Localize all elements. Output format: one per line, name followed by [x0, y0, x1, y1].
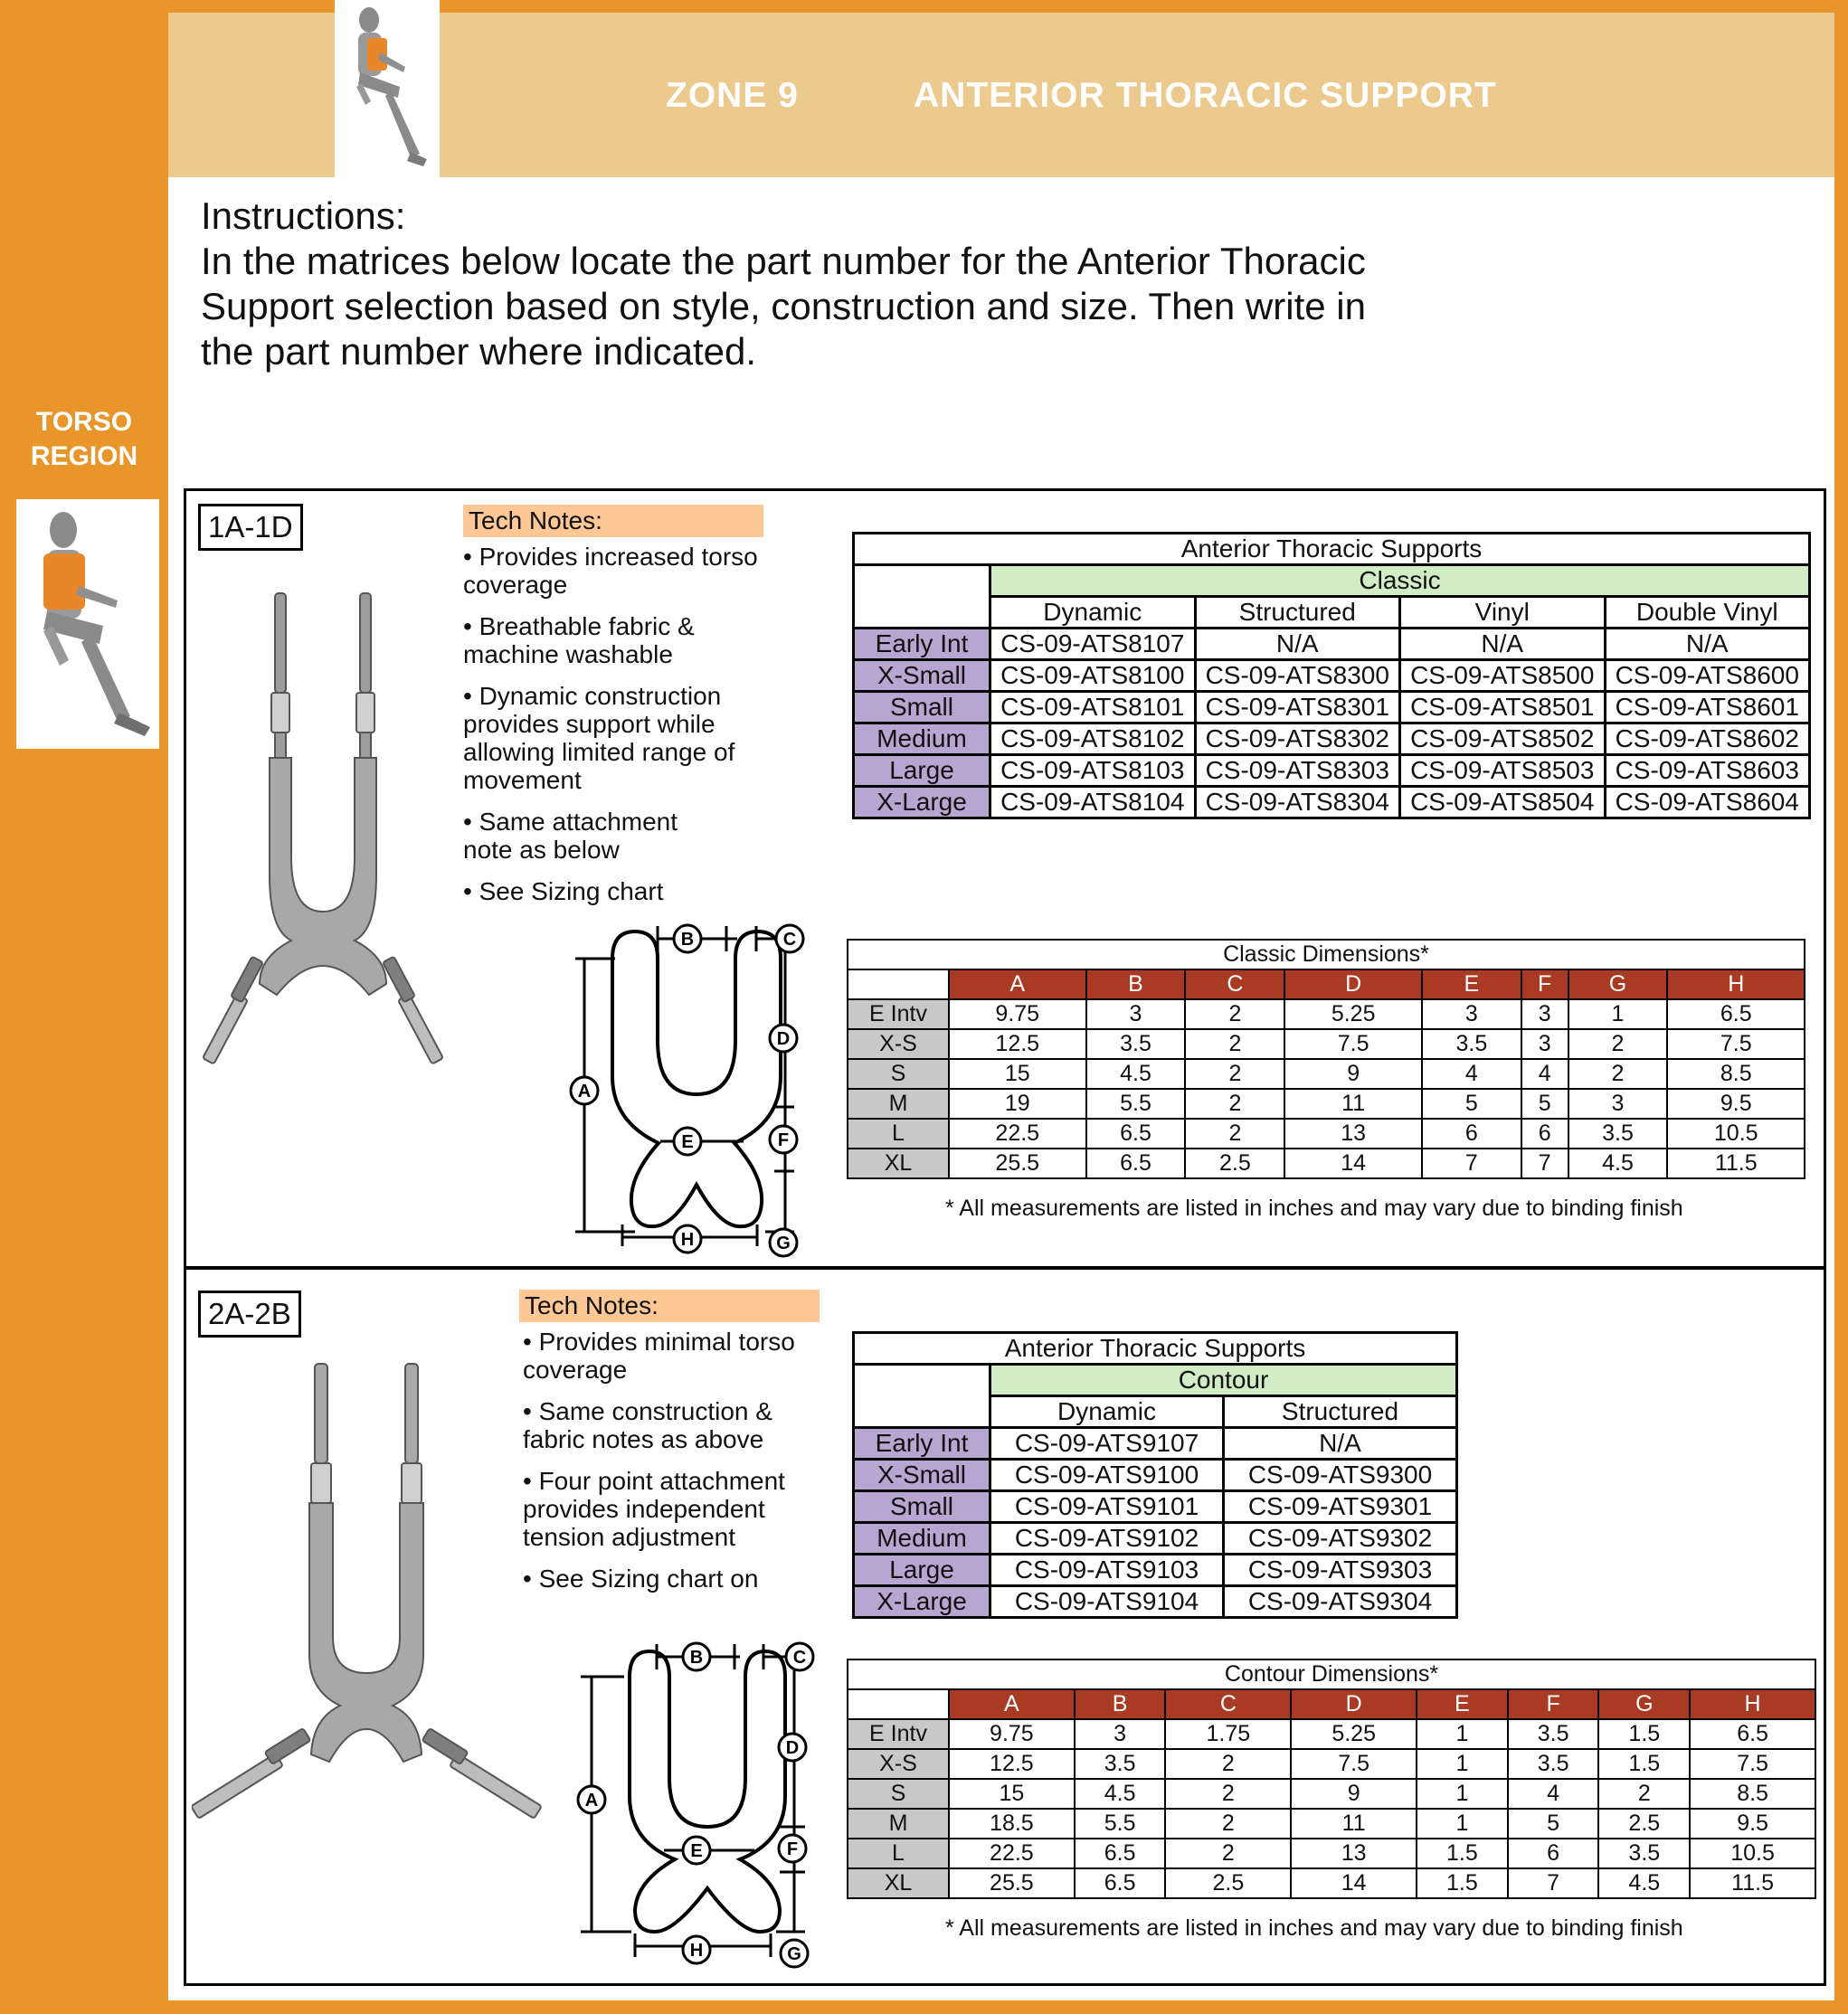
dimension-cell: 1 [1417, 1719, 1508, 1749]
tech-note: • Same attachment note as below [463, 808, 678, 864]
dimension-cell: 6.5 [1075, 1868, 1166, 1898]
part-number-cell: CS-09-ATS8302 [1195, 723, 1400, 755]
dimension-cell: 1.75 [1165, 1719, 1291, 1749]
contour-dimensions-table [847, 1659, 1816, 1899]
parts-table-title: Anterior Thoracic Supports [854, 1333, 1457, 1365]
part-number-cell: CS-09-ATS8100 [990, 660, 1196, 692]
part-number-cell: CS-09-ATS8502 [1400, 723, 1606, 755]
dimension-cell: 5 [1508, 1809, 1599, 1839]
region-label-line: REGION [30, 441, 138, 471]
dimension-cell: 7.5 [1667, 1029, 1805, 1059]
diagram-label-f: F [777, 1130, 790, 1150]
dimension-cell: 11 [1284, 1089, 1422, 1119]
tech-notes-list [463, 543, 798, 919]
dims-column-header: B [1075, 1689, 1166, 1719]
dims-column-header: F [1508, 1689, 1599, 1719]
size-label: Medium [854, 723, 990, 755]
dimension-cell: 6.5 [1690, 1719, 1815, 1749]
table-row [854, 692, 1810, 723]
size-label: X-Large [854, 1586, 990, 1618]
dimension-cell: 9.75 [949, 999, 1086, 1029]
dimension-cell: 1.5 [1417, 1868, 1508, 1898]
part-number-cell: CS-09-ATS8300 [1195, 660, 1400, 692]
dimension-cell: 2.5 [1165, 1868, 1291, 1898]
dimension-cell: 5.5 [1086, 1089, 1186, 1119]
contour-dimension-diagram [563, 1633, 825, 1977]
table-row [854, 1491, 1457, 1523]
size-label: X-Small [854, 660, 990, 692]
diagram-label-e: E [690, 1841, 703, 1861]
tech-note: • Provides increased torso coverage [463, 543, 758, 599]
dimension-cell: 10.5 [1667, 1119, 1805, 1149]
size-label: Medium [854, 1523, 990, 1555]
dimension-cell: 7.5 [1284, 1029, 1422, 1059]
part-number-cell: N/A [1224, 1428, 1457, 1460]
dimension-cell: 11 [1291, 1809, 1417, 1839]
table-row [854, 1428, 1457, 1460]
dimension-cell: 3.5 [1568, 1119, 1668, 1149]
dimension-cell: 1.5 [1598, 1749, 1690, 1779]
dimension-cell: 3.5 [1075, 1749, 1166, 1779]
dimension-cell: 2 [1165, 1749, 1291, 1779]
dimension-cell: 1 [1417, 1749, 1508, 1779]
dimension-cell: 6 [1422, 1119, 1521, 1149]
tech-note: • Four point attachment provides independent tension adjustment [523, 1467, 785, 1551]
part-number-cell: CS-09-ATS8501 [1400, 692, 1606, 723]
dimension-cell: 4.5 [1598, 1868, 1690, 1898]
classic-parts-table [852, 532, 1811, 819]
part-number-cell: CS-09-ATS8107 [990, 629, 1196, 660]
dimension-cell: 7.5 [1291, 1749, 1417, 1779]
dimension-cell: 5.5 [1075, 1809, 1166, 1839]
dimension-cell: 7.5 [1690, 1749, 1815, 1779]
dimension-cell: 9.5 [1667, 1089, 1805, 1119]
diagram-label-a: A [577, 1082, 592, 1102]
table-row [854, 1460, 1457, 1491]
dimension-cell: 3 [1075, 1719, 1166, 1749]
dimension-cell: 1 [1417, 1809, 1508, 1839]
diagram-label-f: F [786, 1839, 799, 1859]
dims-column-header: C [1185, 969, 1284, 999]
size-label: X-S [848, 1749, 949, 1779]
dimension-cell: 1 [1417, 1779, 1508, 1809]
tech-notes-list [523, 1328, 821, 1606]
dims-column-header: E [1422, 969, 1521, 999]
dimension-cell: 11.5 [1667, 1149, 1805, 1178]
dimension-cell: 2 [1185, 1089, 1284, 1119]
tech-note: • Provides minimal torso coverage [523, 1328, 795, 1384]
part-number-cell: CS-09-ATS9102 [990, 1523, 1224, 1555]
dimension-cell: 1.5 [1598, 1719, 1690, 1749]
parts-column-header: Structured [1195, 597, 1400, 629]
size-label: S [848, 1779, 949, 1809]
region-label [0, 405, 168, 474]
dimension-cell: 12.5 [949, 1749, 1075, 1779]
diagram-label-b: B [689, 1648, 704, 1668]
dimension-cell: 6.5 [1075, 1839, 1166, 1868]
size-label: L [848, 1119, 949, 1149]
classic-dimension-diagram [552, 913, 814, 1266]
dimension-cell: 8.5 [1667, 1059, 1805, 1089]
size-label: XL [848, 1868, 949, 1898]
dimension-cell: 8.5 [1690, 1779, 1815, 1809]
dimension-cell: 7 [1521, 1149, 1568, 1178]
dimension-cell: 3.5 [1508, 1749, 1599, 1779]
size-label: M [848, 1809, 949, 1839]
dimension-cell: 7 [1508, 1868, 1599, 1898]
dimension-cell: 22.5 [949, 1839, 1075, 1868]
table-row [848, 1059, 1805, 1089]
part-number-cell: CS-09-ATS9104 [990, 1586, 1224, 1618]
dimension-cell: 3 [1521, 1029, 1568, 1059]
dimension-cell: 4.5 [1568, 1149, 1668, 1178]
sidebar-figure [16, 499, 159, 749]
dimension-cell: 4 [1508, 1779, 1599, 1809]
tech-note: • See Sizing chart on [523, 1565, 759, 1593]
parts-column-header: Double Vinyl [1605, 597, 1810, 629]
size-label: M [848, 1089, 949, 1119]
dimension-cell: 9.5 [1690, 1809, 1815, 1839]
dims-column-header: B [1086, 969, 1186, 999]
part-number-cell: CS-09-ATS9302 [1224, 1523, 1457, 1555]
dimension-cell: 2.5 [1185, 1149, 1284, 1178]
dims-footnote: * All measurements are listed in inches and may vary due to binding finish [945, 1915, 1683, 1941]
section-label: 1A-1D [198, 504, 303, 551]
diagram-label-c: C [792, 1648, 807, 1668]
diagram-label-h: H [689, 1941, 704, 1961]
dimension-cell: 2 [1165, 1839, 1291, 1868]
size-label: Early Int [854, 1428, 990, 1460]
dims-column-header: G [1598, 1689, 1690, 1719]
part-number-cell: CS-09-ATS8601 [1605, 692, 1810, 723]
diagram-label-g: G [787, 1944, 801, 1964]
region-label-line: TORSO [35, 407, 133, 437]
size-label: S [848, 1059, 949, 1089]
part-number-cell: CS-09-ATS9107 [990, 1428, 1224, 1460]
table-row [848, 1089, 1805, 1119]
table-row [848, 1779, 1815, 1809]
size-label: X-Small [854, 1460, 990, 1491]
seated-figure-icon [16, 499, 159, 749]
dimension-cell: 6.5 [1086, 1149, 1186, 1178]
dimension-cell: 2.5 [1598, 1809, 1690, 1839]
table-row [854, 723, 1810, 755]
tech-note: • Breathable fabric & machine washable [463, 612, 695, 668]
dimension-cell: 5.25 [1291, 1719, 1417, 1749]
dims-column-header: D [1291, 1689, 1417, 1719]
classic-support-image [201, 586, 445, 1083]
dims-table-corner [848, 969, 949, 999]
table-row [848, 1119, 1805, 1149]
instructions-line: In the matrices below locate the part number for the Anterior Thoracic [201, 240, 1366, 282]
size-label: Large [854, 755, 990, 787]
table-row [854, 629, 1810, 660]
table-row [854, 787, 1810, 818]
dims-column-header: H [1667, 969, 1805, 999]
dimension-cell: 14 [1291, 1868, 1417, 1898]
part-number-cell: CS-09-ATS8603 [1605, 755, 1810, 787]
dimension-cell: 5.25 [1284, 999, 1422, 1029]
dimension-cell: 10.5 [1690, 1839, 1815, 1868]
dimension-cell: 1.5 [1417, 1839, 1508, 1868]
diagram-label-d: D [776, 1029, 791, 1049]
dimension-cell: 2 [1185, 1029, 1284, 1059]
dimension-cell: 9 [1291, 1779, 1417, 1809]
part-number-cell: CS-09-ATS9300 [1224, 1460, 1457, 1491]
dims-column-header: A [949, 969, 1086, 999]
table-row [854, 660, 1810, 692]
dims-column-header: H [1690, 1689, 1815, 1719]
dimension-cell: 18.5 [949, 1809, 1075, 1839]
dimension-cell: 12.5 [949, 1029, 1086, 1059]
parts-table-corner [854, 1365, 990, 1428]
table-row [848, 1029, 1805, 1059]
size-label: E Intv [848, 1719, 949, 1749]
dims-table-title: Contour Dimensions* [848, 1659, 1815, 1689]
dimension-cell: 6.5 [1086, 1119, 1186, 1149]
dims-column-header: C [1165, 1689, 1291, 1719]
part-number-cell: CS-09-ATS8604 [1605, 787, 1810, 818]
dimension-cell: 13 [1284, 1119, 1422, 1149]
parts-table-style: Contour [990, 1365, 1457, 1396]
tech-notes-title: Tech Notes: [463, 505, 763, 537]
dimension-cell: 1 [1568, 999, 1668, 1029]
dimension-cell: 4 [1521, 1059, 1568, 1089]
table-row [848, 1719, 1815, 1749]
dimension-cell: 13 [1291, 1839, 1417, 1868]
diagram-label-c: C [782, 930, 797, 950]
dimension-cell: 2 [1185, 999, 1284, 1029]
dims-footnote: * All measurements are listed in inches and may vary due to binding finish [945, 1196, 1683, 1221]
tech-note: • Same construction & fabric notes as above [523, 1397, 772, 1453]
header-figure [335, 0, 440, 177]
instructions-line: Support selection based on style, construction and size. Then write in [201, 285, 1366, 327]
size-label: XL [848, 1149, 949, 1178]
dims-table-title: Classic Dimensions* [848, 940, 1805, 969]
part-number-cell: CS-09-ATS8600 [1605, 660, 1810, 692]
instructions [201, 194, 1558, 374]
size-label: L [848, 1839, 949, 1868]
table-row [848, 999, 1805, 1029]
dimension-cell: 9.75 [949, 1719, 1075, 1749]
dimension-cell: 15 [949, 1059, 1086, 1089]
dimension-cell: 6 [1521, 1119, 1568, 1149]
size-label: E Intv [848, 999, 949, 1029]
dimension-cell: 19 [949, 1089, 1086, 1119]
diagram-label-h: H [680, 1230, 695, 1250]
dimension-cell: 2 [1185, 1059, 1284, 1089]
diagram-label-d: D [785, 1738, 800, 1758]
size-label: Large [854, 1555, 990, 1586]
part-number-cell: CS-09-ATS8503 [1400, 755, 1606, 787]
part-number-cell: CS-09-ATS8301 [1195, 692, 1400, 723]
dimension-cell: 3 [1521, 999, 1568, 1029]
part-number-cell: CS-09-ATS8103 [990, 755, 1196, 787]
dimension-cell: 2 [1185, 1119, 1284, 1149]
dims-column-header: G [1568, 969, 1668, 999]
part-number-cell: CS-09-ATS9303 [1224, 1555, 1457, 1586]
parts-column-header: Vinyl [1400, 597, 1606, 629]
dimension-cell: 7 [1422, 1149, 1521, 1178]
part-number-cell: CS-09-ATS9103 [990, 1555, 1224, 1586]
part-number-cell: CS-09-ATS8504 [1400, 787, 1606, 818]
part-number-cell: CS-09-ATS8101 [990, 692, 1196, 723]
part-number-cell: CS-09-ATS9304 [1224, 1586, 1457, 1618]
dimension-cell: 25.5 [949, 1868, 1075, 1898]
contour-support-image [192, 1357, 545, 1854]
table-row [848, 1749, 1815, 1779]
dimension-cell: 4.5 [1075, 1779, 1166, 1809]
dimension-cell: 5 [1422, 1089, 1521, 1119]
dimension-cell: 4.5 [1086, 1059, 1186, 1089]
dims-column-header: A [949, 1689, 1075, 1719]
dims-table-corner [848, 1689, 949, 1719]
dimension-cell: 25.5 [949, 1149, 1086, 1178]
part-number-cell: CS-09-ATS8104 [990, 787, 1196, 818]
seated-figure-icon [335, 0, 440, 177]
size-label: Small [854, 1491, 990, 1523]
dimension-cell: 4 [1422, 1059, 1521, 1089]
table-row [854, 1586, 1457, 1618]
table-row [854, 755, 1810, 787]
size-label: X-S [848, 1029, 949, 1059]
dimension-cell: 2 [1568, 1029, 1668, 1059]
contour-parts-table [852, 1331, 1458, 1619]
dims-column-header: F [1521, 969, 1568, 999]
dimension-cell: 3 [1568, 1089, 1668, 1119]
instructions-line: the part number where indicated. [201, 330, 757, 373]
dimension-cell: 22.5 [949, 1119, 1086, 1149]
tech-note: • See Sizing chart [463, 877, 664, 905]
section-label: 2A-2B [198, 1291, 301, 1338]
dimension-cell: 15 [949, 1779, 1075, 1809]
dimension-cell: 2 [1598, 1779, 1690, 1809]
dimension-cell: 14 [1284, 1149, 1422, 1178]
dims-column-header: E [1417, 1689, 1508, 1719]
part-number-cell: CS-09-ATS8304 [1195, 787, 1400, 818]
tech-notes-title: Tech Notes: [519, 1290, 820, 1322]
dimension-cell: 3 [1422, 999, 1521, 1029]
part-number-cell: CS-09-ATS8102 [990, 723, 1196, 755]
diagram-label-g: G [776, 1234, 791, 1253]
dimension-cell: 3.5 [1598, 1839, 1690, 1868]
table-row [854, 1555, 1457, 1586]
table-row [854, 1523, 1457, 1555]
dimension-cell: 3.5 [1086, 1029, 1186, 1059]
dimension-cell: 3 [1086, 999, 1186, 1029]
dimension-cell: 3.5 [1508, 1719, 1599, 1749]
part-number-cell: CS-09-ATS8500 [1400, 660, 1606, 692]
part-number-cell: CS-09-ATS8303 [1195, 755, 1400, 787]
part-number-cell: N/A [1605, 629, 1810, 660]
dimension-cell: 2 [1568, 1059, 1668, 1089]
classic-dimensions-table [847, 939, 1805, 1179]
parts-table-style: Classic [990, 565, 1810, 597]
part-number-cell: CS-09-ATS8602 [1605, 723, 1810, 755]
dimension-cell: 2 [1165, 1809, 1291, 1839]
parts-table-corner [854, 565, 990, 629]
parts-table-title: Anterior Thoracic Supports [854, 534, 1810, 565]
parts-column-header: Structured [1224, 1396, 1457, 1428]
tech-note: • Dynamic construction provides support while allowing limited range of movement [463, 682, 735, 794]
part-number-cell: CS-09-ATS9100 [990, 1460, 1224, 1491]
zone-number: ZONE 9 [666, 76, 799, 115]
instructions-heading: Instructions: [201, 194, 406, 237]
dimension-cell: 6 [1508, 1839, 1599, 1868]
dimension-cell: 5 [1521, 1089, 1568, 1119]
size-label: X-Large [854, 787, 990, 818]
dimension-cell: 6.5 [1667, 999, 1805, 1029]
dimension-cell: 9 [1284, 1059, 1422, 1089]
table-row [848, 1868, 1815, 1898]
part-number-cell: CS-09-ATS9101 [990, 1491, 1224, 1523]
size-label: Early Int [854, 629, 990, 660]
diagram-label-b: B [680, 930, 695, 950]
parts-column-header: Dynamic [990, 597, 1196, 629]
page-title: ANTERIOR THORACIC SUPPORT [914, 76, 1497, 115]
diagram-label-a: A [584, 1791, 599, 1811]
table-row [848, 1149, 1805, 1178]
part-number-cell: CS-09-ATS9301 [1224, 1491, 1457, 1523]
diagram-label-e: E [681, 1132, 694, 1152]
table-row [848, 1809, 1815, 1839]
size-label: Small [854, 692, 990, 723]
dims-column-header: D [1284, 969, 1422, 999]
part-number-cell: N/A [1195, 629, 1400, 660]
parts-column-header: Dynamic [990, 1396, 1224, 1428]
part-number-cell: N/A [1400, 629, 1606, 660]
dimension-cell: 3.5 [1422, 1029, 1521, 1059]
dimension-cell: 11.5 [1690, 1868, 1815, 1898]
dimension-cell: 2 [1165, 1779, 1291, 1809]
table-row [848, 1839, 1815, 1868]
